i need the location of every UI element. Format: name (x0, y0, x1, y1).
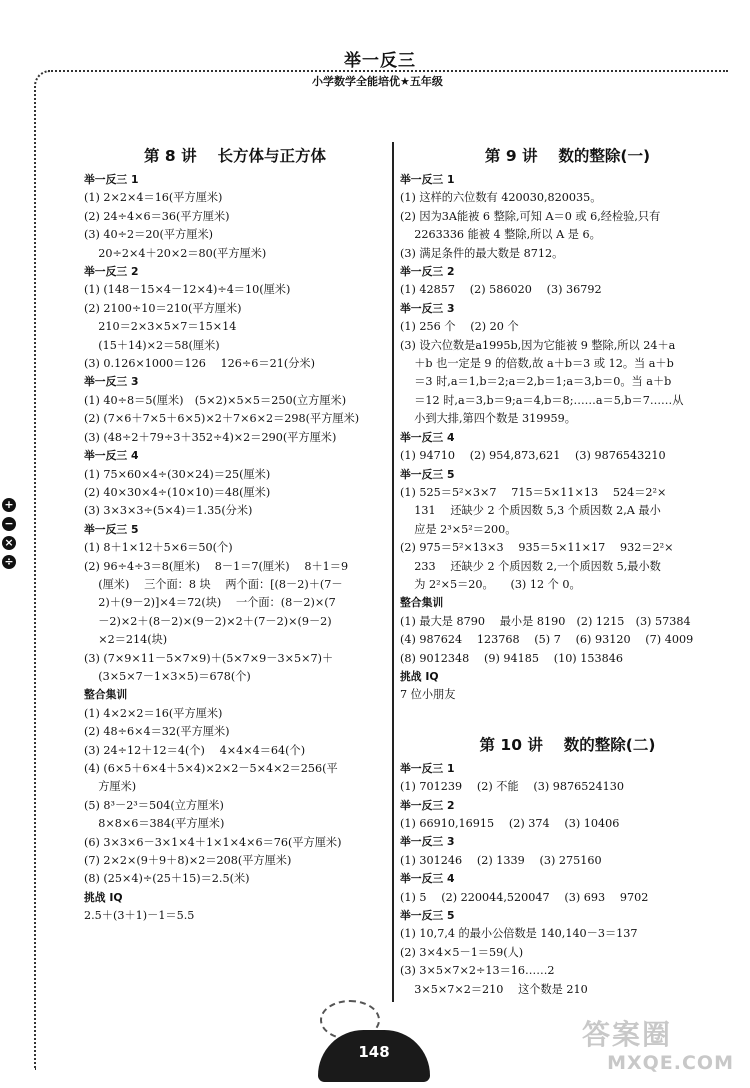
section-gap (400, 705, 735, 735)
answer-line: (1) 40÷8＝5(厘米) (5×2)×5×5＝250(立方厘米) (84, 393, 347, 407)
answer-line: 小到大排,第四个数是 319959。 (400, 412, 576, 426)
answer-line: (3×5×7－1×3×5)＝678(个) (84, 669, 251, 683)
answer-line: (3) 3×5×7×2÷13＝16……2 (400, 964, 555, 978)
section-heading: 举一反三 1 (84, 173, 139, 186)
answer-line: 应是 2³×5²＝200。 (400, 522, 517, 536)
answer-line: (1) 4×2×2＝16(平方厘米) (84, 706, 223, 720)
section-heading: 举一反三 1 (400, 761, 455, 775)
answer-line: (2) 48÷6×4＝32(平方厘米) (84, 725, 230, 739)
answer-line: (厘米) 三个面：8 块 两个面：[(8－2)＋(7－ (84, 577, 343, 591)
answer-blocks (400, 760, 735, 999)
answer-line: (1) 301246 (2) 1339 (3) 275160 (400, 853, 602, 867)
answer-line: 131 还缺少 2 个质因数 5,3 个质因数 2,A 最小 (400, 504, 661, 518)
answer-line: (7) 2×2×(9＋9＋8)×2＝208(平方厘米) (84, 854, 292, 868)
page-frame (34, 70, 50, 1070)
answer-line: 233 还缺少 2 个质因数 2,一个质因数 5,最小数 (400, 559, 661, 573)
answer-line: (8) (25×4)÷(25＋15)＝2.5(米) (84, 872, 250, 886)
answer-line: (1) 最大是 8790 最小是 8190 (2) 1215 (3) 57384 (400, 614, 691, 628)
answer-line: (1) 256 个 (2) 20 个 (400, 320, 519, 334)
section-heading: 举一反三 4 (400, 872, 455, 886)
section-heading: 举一反三 5 (400, 909, 455, 923)
right-column (400, 146, 735, 999)
answer-line: (4) 987624 123768 (5) 7 (6) 93120 (7) 4009 (400, 633, 694, 647)
answer-line: (1) 42857 (2) 586020 (3) 36792 (400, 283, 602, 297)
answer-line: (3) 24÷12＋12＝4(个) 4×4×4＝64(个) (84, 743, 306, 757)
watermark-logo (582, 1018, 742, 1082)
answer-line: (3) 设六位数是a1995b,因为它能被 9 整除,所以 24＋a (400, 338, 676, 352)
answer-line: (3) (48÷2＋79÷3＋352÷4)×2＝290(平方厘米) (84, 430, 337, 444)
answer-line: (3) 3×3×3÷(5×4)＝1.35(分米) (84, 504, 253, 518)
times-icon: × (2, 536, 16, 550)
answer-line: ＋b 也一定是 9 的倍数,故 a＋b＝3 或 12。当 a＋b (400, 357, 674, 371)
section-heading: 整合集训 (84, 688, 128, 702)
section-heading: 挑战 IQ (84, 890, 123, 904)
answer-line: －2)×2＋(8－2)×(9－2)×2＋(7－2)×(9－2) (84, 614, 332, 628)
section-heading: 举一反三 3 (84, 375, 139, 389)
answer-line: (3) 0.126×1000＝126 126÷6＝21(分米) (84, 357, 315, 371)
answer-line: (5) 8³－2³＝504(立方厘米) (84, 798, 224, 812)
lecture-10-title: 第 10 讲 数的整除(二) (479, 735, 656, 754)
answer-line: (1) 66910,16915 (2) 374 (3) 10406 (400, 817, 620, 830)
answer-blocks (84, 171, 386, 926)
section-heading: 挑战 IQ (400, 669, 439, 683)
answer-line: 3×5×7×2＝210 这个数是 210 (400, 982, 588, 996)
section-heading: 整合集训 (400, 596, 444, 610)
section-heading: 举一反三 2 (84, 265, 139, 279)
answer-line: 210＝2×3×5×7＝15×14 (84, 320, 237, 334)
section-heading: 举一反三 3 (400, 835, 455, 849)
answer-line: (2) 96÷4÷3＝8(厘米) 8－1＝7(厘米) 8＋1＝9 (84, 559, 349, 573)
plus-icon: + (2, 498, 16, 512)
answer-line: (1) 5 (2) 220044,520047 (3) 693 9702 (400, 890, 649, 904)
answer-line: 20÷2×4＋20×2＝80(平方厘米) (84, 246, 267, 260)
book-title: 举一反三 (344, 51, 416, 71)
section-heading: 举一反三 4 (84, 449, 139, 463)
answer-line: (1) 94710 (2) 954,873,621 (3) 9876543210 (400, 449, 666, 463)
answer-line: (2) (7×6＋7×5＋6×5)×2＋7×6×2＝298(平方厘米) (84, 412, 360, 426)
answer-line: (2) 2100÷10＝210(平方厘米) (84, 301, 242, 315)
section-heading: 举一反三 2 (400, 265, 455, 279)
answer-line: (1) 75×60×4÷(30×24)＝25(厘米) (84, 467, 271, 481)
section-heading: 举一反三 5 (84, 522, 139, 536)
header-rule (48, 70, 728, 72)
answer-line: (1) 8＋1×12＋5×6＝50(个) (84, 541, 233, 555)
answer-line: 为 2²×5＝20。 (3) 12 个 0。 (400, 577, 581, 591)
answer-line: (1) 这样的六位数有 420030,820035。 (400, 191, 602, 205)
minus-icon: − (2, 517, 16, 531)
answer-line: (8) 9012348 (9) 94185 (10) 153846 (400, 651, 623, 665)
watermark-title: 答案圈 (582, 1018, 673, 1051)
answer-line: (2) 40×30×4÷(10×10)＝48(厘米) (84, 485, 271, 499)
lecture-8-title: 第 8 讲 长方体与正方体 (144, 147, 326, 165)
answer-line: (6) 3×3×6－3×1×4＋1×1×4×6＝76(平方厘米) (84, 835, 342, 849)
section-heading: 举一反三 5 (400, 467, 455, 481)
answer-line: (1) 10,7,4 的最小公倍数是 140,140－3＝137 (400, 927, 638, 941)
answer-blocks (400, 171, 735, 705)
answer-line: (2) 因为3A能被 6 整除,可知 A＝0 或 6,经检验,只有 (400, 209, 661, 223)
answer-line: (2) 24÷4×6＝36(平方厘米) (84, 209, 230, 223)
answer-line: ＝3 时,a＝1,b＝2;a＝2,b＝1;a＝3,b＝0。当 a＋b (400, 375, 672, 389)
book-subtitle: 小学数学全能培优★五年级 (312, 75, 443, 88)
answer-line: 2)＋(9－2)]×4＝72(块) 一个面：(8－2)×(7 (84, 596, 336, 610)
answer-line: (4) (6×5＋6×4＋5×4)×2×2－5×4×2＝256(平 (84, 762, 338, 775)
section-heading: 举一反三 1 (400, 173, 455, 186)
answer-line: 7 位小朋友 (400, 688, 456, 702)
answer-line: ＝12 时,a＝3,b＝9;a＝4,b＝8;……a＝5,b＝7……从 (400, 393, 684, 407)
operator-icons (2, 498, 16, 574)
section-heading: 举一反三 4 (400, 430, 455, 444)
answer-line: 方厘米) (84, 780, 137, 794)
answer-line: (2) 975＝5²×13×3 935＝5×11×17 932＝2²× (400, 541, 674, 555)
answer-line: (1) (148－15×4－12×4)÷4＝10(厘米) (84, 283, 291, 297)
answer-line: (2) 3×4×5－1＝59(人) (400, 945, 524, 959)
watermark-url: MXQE.COM (607, 1052, 734, 1074)
page-number: 148 (358, 1043, 390, 1061)
answer-line: (3) (7×9×11－5×7×9)＋(5×7×9－3×5×7)＋ (84, 651, 334, 665)
section-heading: 举一反三 3 (400, 301, 455, 315)
answer-line: ×2＝214(块) (84, 633, 168, 647)
answer-line: (1) 701239 (2) 不能 (3) 9876524130 (400, 780, 624, 794)
answer-line: 2263336 能被 4 整除,所以 A 是 6。 (400, 228, 601, 242)
answer-line: 2.5＋(3＋1)－1＝5.5 (84, 909, 195, 923)
column-divider (392, 142, 394, 1002)
answer-line: (1) 2×2×4＝16(平方厘米) (84, 191, 223, 205)
answer-line: (3) 满足条件的最大数是 8712。 (400, 246, 564, 260)
divide-icon: ÷ (2, 555, 16, 569)
answer-line: 8×8×6＝384(平方厘米) (84, 817, 225, 831)
answer-line: (3) 40÷2＝20(平方厘米) (84, 228, 214, 242)
answer-line: (15＋14)×2＝58(厘米) (84, 338, 220, 352)
answer-line: (1) 525＝5²×3×7 715＝5×11×13 524＝2²× (400, 485, 667, 499)
section-heading: 举一反三 2 (400, 798, 455, 812)
left-column (84, 146, 386, 926)
lecture-9-title: 第 9 讲 数的整除(一) (484, 147, 651, 165)
